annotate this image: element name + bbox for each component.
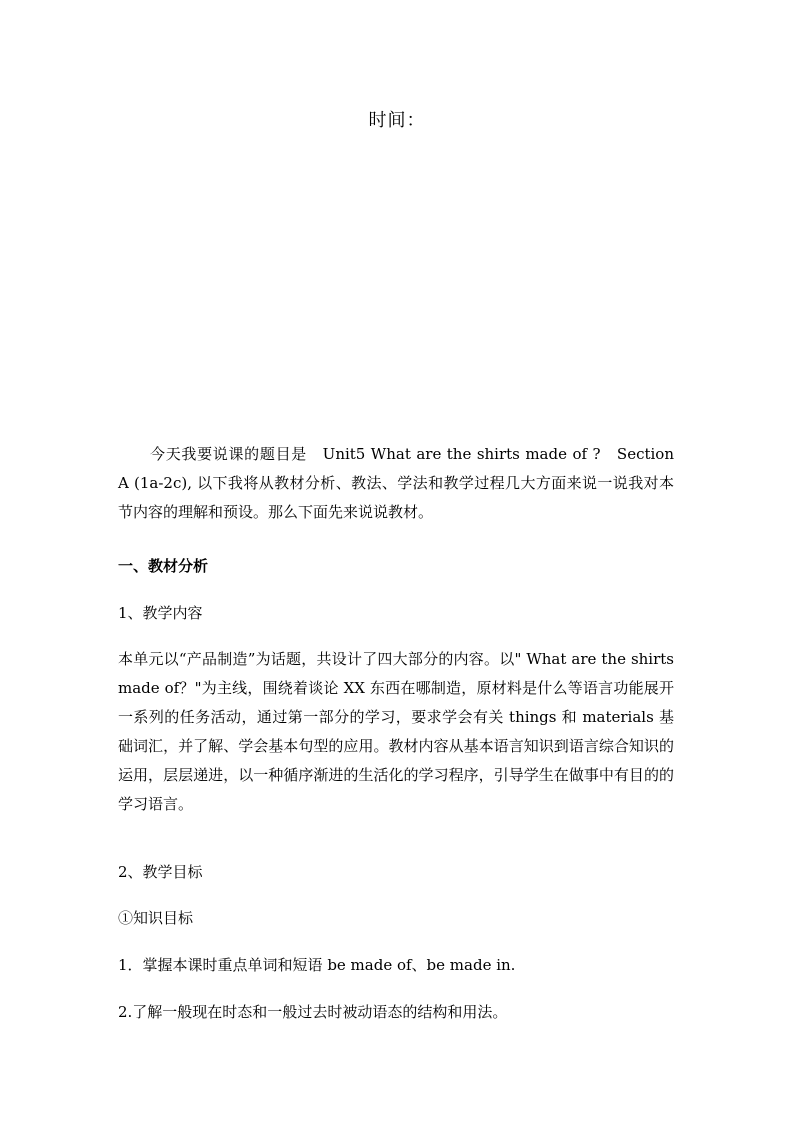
subheading-teaching-content: 1、教学内容 bbox=[118, 604, 203, 622]
teaching-content-paragraph: 本单元以“产品制造”为话题，共设计了四大部分的内容。以" What are the shirts made of？"为主线，围绕着谈论 XX 东西在哪制造，原材料是什么等语言功能展开一系列的任务活动，通过第一部分的学习，要求学会有关 things 和 materials 基础词汇，并了解、学会基本句型的应用。教材内容从基本语言知识到语言综合知识的运用，层层递进，以一种循序渐进的生活化的学习程序，引导学生在做事中有目的的学习语言。 bbox=[118, 650, 674, 813]
goal-item-2: 2.了解一般现在时态和一般过去时被动语态的结构和用法。 bbox=[118, 1003, 508, 1021]
goal-item-1: 1．掌握本课时重点单词和短语 be made of、be made in. bbox=[118, 956, 516, 974]
page-title: 时间： bbox=[368, 110, 426, 131]
intro-paragraph: 今天我要说课的题目是 Unit5 What are the shirts made of ? Section A (1a-2c), 以下我将从教材分析、教法、学法和教学过程几大方面来说一说我对本节内容的理解和预设。那么下面先来说说教材。 bbox=[118, 445, 674, 521]
section-heading-textbook-analysis: 一、教材分析 bbox=[118, 557, 209, 575]
subheading-teaching-goals: 2、教学目标 bbox=[118, 863, 203, 881]
subheading-knowledge-goals: ①知识目标 bbox=[118, 909, 194, 927]
